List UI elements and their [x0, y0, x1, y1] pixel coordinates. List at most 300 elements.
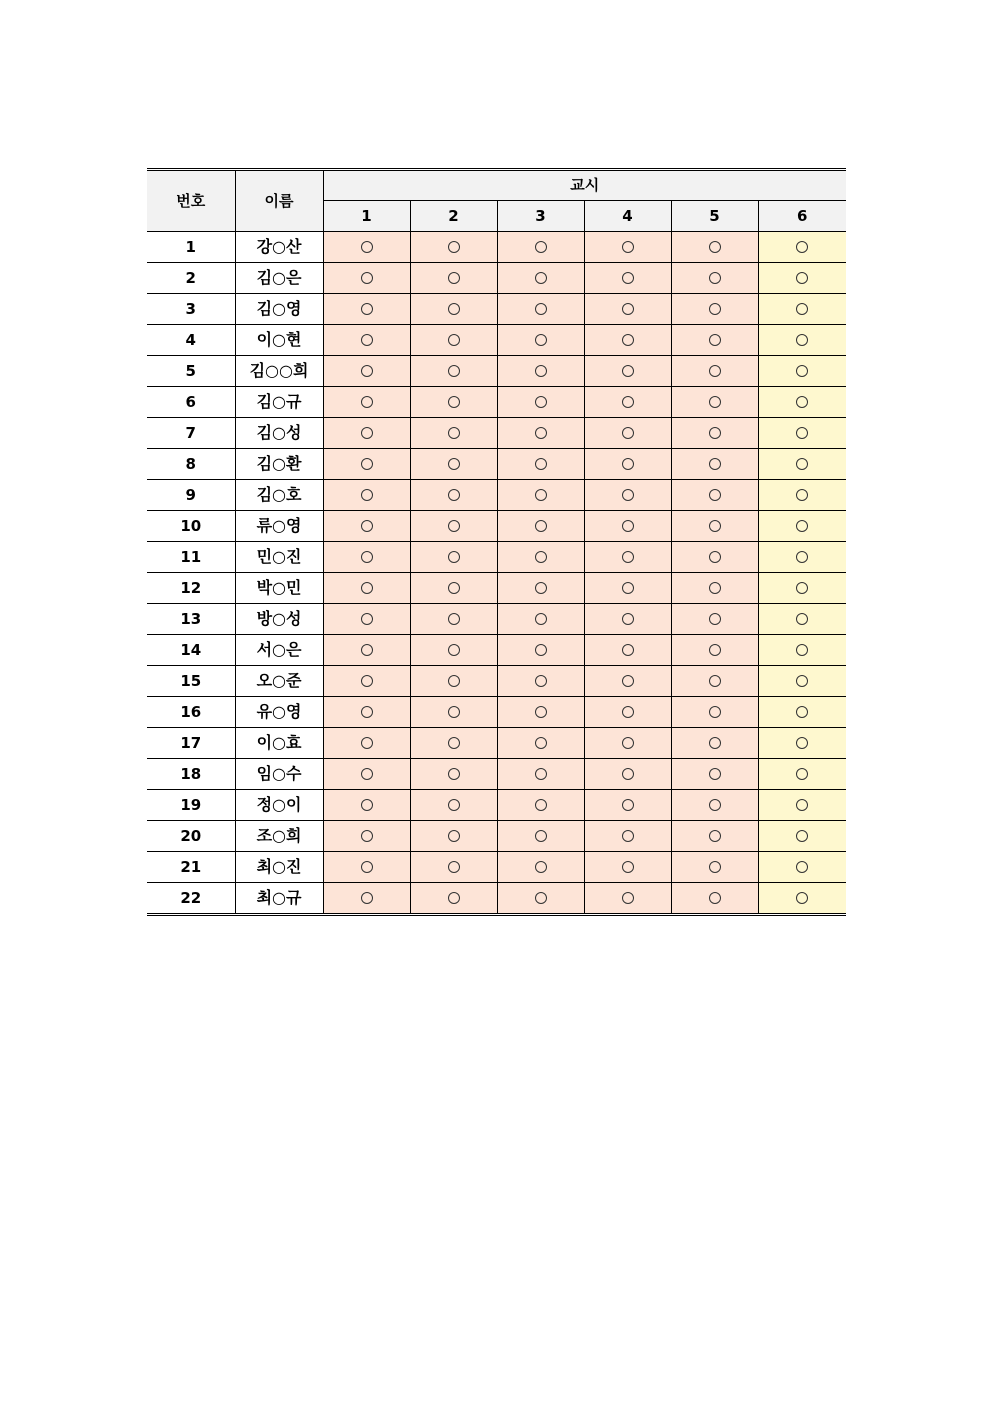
period-5-cell[interactable] — [671, 294, 758, 325]
circle-mark-icon — [709, 272, 721, 284]
period-2-cell[interactable] — [410, 821, 497, 852]
circle-mark-icon — [796, 830, 808, 842]
circle-mark-icon — [361, 737, 373, 749]
period-1-cell[interactable] — [323, 449, 410, 480]
header-row — [147, 171, 846, 201]
student-name: 김○환 — [235, 449, 323, 480]
student-number: 10 — [147, 511, 235, 542]
student-name: 김○○희 — [235, 356, 323, 387]
period-3-cell[interactable] — [497, 666, 584, 697]
period-2-cell[interactable] — [410, 883, 497, 914]
circle-mark-icon — [361, 768, 373, 780]
circle-mark-icon — [709, 675, 721, 687]
circle-mark-icon — [709, 396, 721, 408]
student-number: 14 — [147, 635, 235, 666]
circle-mark-icon — [622, 861, 634, 873]
circle-mark-icon — [535, 241, 547, 253]
student-row — [147, 418, 846, 449]
circle-mark-icon — [709, 241, 721, 253]
period-2-cell[interactable] — [410, 511, 497, 542]
period-2-cell[interactable] — [410, 263, 497, 294]
period-1-cell[interactable] — [323, 883, 410, 914]
circle-mark-icon — [448, 582, 460, 594]
period-1-cell[interactable] — [323, 480, 410, 511]
circle-mark-icon — [622, 582, 634, 594]
period-5-cell[interactable] — [671, 604, 758, 635]
circle-mark-icon — [796, 613, 808, 625]
circle-mark-icon — [361, 241, 373, 253]
period-4-cell[interactable] — [584, 263, 671, 294]
circle-mark-icon — [622, 675, 634, 687]
period-3-cell[interactable] — [497, 387, 584, 418]
period-1-cell[interactable] — [323, 263, 410, 294]
student-name: 유○영 — [235, 697, 323, 728]
circle-mark-icon — [361, 830, 373, 842]
period-3-cell[interactable] — [497, 790, 584, 821]
period-1-cell[interactable] — [323, 759, 410, 790]
circle-mark-icon — [361, 427, 373, 439]
period-3-cell[interactable] — [497, 852, 584, 883]
student-name: 류○영 — [235, 511, 323, 542]
circle-mark-icon — [535, 551, 547, 563]
period-1-cell[interactable] — [323, 666, 410, 697]
period-6-cell[interactable] — [758, 263, 846, 294]
period-6-cell[interactable] — [758, 542, 846, 573]
period-6-cell[interactable] — [758, 294, 846, 325]
period-6-cell[interactable] — [758, 635, 846, 666]
circle-mark-icon — [535, 272, 547, 284]
student-number: 8 — [147, 449, 235, 480]
circle-mark-icon — [361, 458, 373, 470]
circle-mark-icon — [622, 396, 634, 408]
circle-mark-icon — [709, 644, 721, 656]
student-row — [147, 356, 846, 387]
circle-mark-icon — [796, 365, 808, 377]
circle-mark-icon — [535, 799, 547, 811]
period-6-cell[interactable] — [758, 852, 846, 883]
period-2-cell[interactable] — [410, 790, 497, 821]
period-5-cell[interactable] — [671, 635, 758, 666]
circle-mark-icon — [448, 644, 460, 656]
student-number: 6 — [147, 387, 235, 418]
circle-mark-icon — [361, 675, 373, 687]
period-4-cell[interactable] — [584, 666, 671, 697]
period-4-cell[interactable] — [584, 604, 671, 635]
period-1-cell[interactable] — [323, 790, 410, 821]
circle-mark-icon — [796, 582, 808, 594]
period-4-cell[interactable] — [584, 635, 671, 666]
period-5-cell[interactable] — [671, 263, 758, 294]
student-name: 오○준 — [235, 666, 323, 697]
period-6-cell[interactable] — [758, 883, 846, 914]
period-6-cell[interactable] — [758, 511, 846, 542]
circle-mark-icon — [709, 303, 721, 315]
student-name: 조○희 — [235, 821, 323, 852]
period-5-cell[interactable] — [671, 883, 758, 914]
student-number: 11 — [147, 542, 235, 573]
period-2-cell[interactable] — [410, 232, 497, 263]
period-6-cell[interactable] — [758, 480, 846, 511]
period-5-cell[interactable] — [671, 728, 758, 759]
circle-mark-icon — [622, 489, 634, 501]
student-name: 최○규 — [235, 883, 323, 914]
circle-mark-icon — [709, 489, 721, 501]
student-name: 강○산 — [235, 232, 323, 263]
circle-mark-icon — [448, 520, 460, 532]
circle-mark-icon — [535, 737, 547, 749]
circle-mark-icon — [796, 458, 808, 470]
period-1-cell[interactable] — [323, 418, 410, 449]
period-2-cell[interactable] — [410, 356, 497, 387]
number-header: 번호 — [147, 171, 235, 232]
period-2-cell[interactable] — [410, 604, 497, 635]
period-4-cell[interactable] — [584, 387, 671, 418]
circle-mark-icon — [448, 675, 460, 687]
circle-mark-icon — [796, 892, 808, 904]
student-number: 15 — [147, 666, 235, 697]
circle-mark-icon — [535, 520, 547, 532]
period-3-cell[interactable] — [497, 759, 584, 790]
period-3-cell[interactable] — [497, 356, 584, 387]
period-5-cell[interactable] — [671, 325, 758, 356]
period-4-cell[interactable] — [584, 480, 671, 511]
circle-mark-icon — [448, 799, 460, 811]
period-5-cell[interactable] — [671, 449, 758, 480]
circle-mark-icon — [448, 613, 460, 625]
period-6-cell[interactable] — [758, 573, 846, 604]
period-4-cell[interactable] — [584, 356, 671, 387]
student-name: 김○은 — [235, 263, 323, 294]
period-6-cell[interactable] — [758, 325, 846, 356]
circle-mark-icon — [361, 551, 373, 563]
circle-mark-icon — [622, 365, 634, 377]
student-row — [147, 604, 846, 635]
student-row — [147, 232, 846, 263]
period-1-cell[interactable] — [323, 821, 410, 852]
student-name: 임○수 — [235, 759, 323, 790]
period-4-cell[interactable] — [584, 449, 671, 480]
student-row — [147, 294, 846, 325]
circle-mark-icon — [622, 551, 634, 563]
period-1-cell[interactable] — [323, 635, 410, 666]
period-2-cell[interactable] — [410, 325, 497, 356]
student-number: 13 — [147, 604, 235, 635]
period-2-cell[interactable] — [410, 294, 497, 325]
circle-mark-icon — [796, 737, 808, 749]
period-3-cell[interactable] — [497, 635, 584, 666]
circle-mark-icon — [622, 520, 634, 532]
period-3-cell[interactable] — [497, 542, 584, 573]
student-row — [147, 387, 846, 418]
period-4-cell[interactable] — [584, 573, 671, 604]
circle-mark-icon — [535, 830, 547, 842]
period-4-cell[interactable] — [584, 883, 671, 914]
period-3-cell[interactable] — [497, 325, 584, 356]
student-name: 김○규 — [235, 387, 323, 418]
student-name: 김○성 — [235, 418, 323, 449]
period-1-cell[interactable] — [323, 573, 410, 604]
circle-mark-icon — [448, 892, 460, 904]
student-row — [147, 759, 846, 790]
student-number: 12 — [147, 573, 235, 604]
period-1-cell[interactable] — [323, 356, 410, 387]
period-6-cell[interactable] — [758, 790, 846, 821]
period-5-cell[interactable] — [671, 573, 758, 604]
student-row — [147, 666, 846, 697]
circle-mark-icon — [796, 241, 808, 253]
period-header-5: 5 — [671, 201, 758, 232]
student-row — [147, 573, 846, 604]
circle-mark-icon — [709, 892, 721, 904]
student-row — [147, 325, 846, 356]
circle-mark-icon — [796, 644, 808, 656]
period-3-cell[interactable] — [497, 697, 584, 728]
period-3-cell[interactable] — [497, 263, 584, 294]
period-4-cell[interactable] — [584, 232, 671, 263]
period-4-cell[interactable] — [584, 542, 671, 573]
circle-mark-icon — [622, 768, 634, 780]
circle-mark-icon — [535, 675, 547, 687]
period-3-cell[interactable] — [497, 821, 584, 852]
period-header-3: 3 — [497, 201, 584, 232]
period-6-cell[interactable] — [758, 387, 846, 418]
period-3-cell[interactable] — [497, 232, 584, 263]
circle-mark-icon — [622, 427, 634, 439]
period-5-cell[interactable] — [671, 790, 758, 821]
period-6-cell[interactable] — [758, 759, 846, 790]
student-row — [147, 542, 846, 573]
student-number: 20 — [147, 821, 235, 852]
circle-mark-icon — [622, 644, 634, 656]
period-2-cell[interactable] — [410, 418, 497, 449]
student-name: 민○진 — [235, 542, 323, 573]
period-6-cell[interactable] — [758, 821, 846, 852]
period-3-cell[interactable] — [497, 511, 584, 542]
circle-mark-icon — [709, 334, 721, 346]
period-5-cell[interactable] — [671, 480, 758, 511]
period-5-cell[interactable] — [671, 821, 758, 852]
period-4-cell[interactable] — [584, 294, 671, 325]
student-name: 정○이 — [235, 790, 323, 821]
circle-mark-icon — [709, 768, 721, 780]
period-5-cell[interactable] — [671, 759, 758, 790]
circle-mark-icon — [361, 303, 373, 315]
period-3-cell[interactable] — [497, 604, 584, 635]
student-number: 18 — [147, 759, 235, 790]
student-number: 5 — [147, 356, 235, 387]
period-6-cell[interactable] — [758, 728, 846, 759]
period-1-cell[interactable] — [323, 232, 410, 263]
period-1-cell[interactable] — [323, 387, 410, 418]
circle-mark-icon — [448, 458, 460, 470]
periods-header: 교시 — [323, 171, 846, 201]
period-4-cell[interactable] — [584, 511, 671, 542]
student-rows — [147, 232, 846, 914]
circle-mark-icon — [535, 334, 547, 346]
student-name: 최○진 — [235, 852, 323, 883]
circle-mark-icon — [535, 427, 547, 439]
period-3-cell[interactable] — [497, 294, 584, 325]
circle-mark-icon — [361, 520, 373, 532]
period-6-cell[interactable] — [758, 232, 846, 263]
student-number: 3 — [147, 294, 235, 325]
period-6-cell[interactable] — [758, 418, 846, 449]
circle-mark-icon — [796, 489, 808, 501]
circle-mark-icon — [535, 458, 547, 470]
circle-mark-icon — [709, 861, 721, 873]
period-5-cell[interactable] — [671, 666, 758, 697]
circle-mark-icon — [535, 644, 547, 656]
circle-mark-icon — [448, 272, 460, 284]
period-1-cell[interactable] — [323, 728, 410, 759]
student-number: 19 — [147, 790, 235, 821]
circle-mark-icon — [448, 396, 460, 408]
period-3-cell[interactable] — [497, 480, 584, 511]
circle-mark-icon — [709, 706, 721, 718]
circle-mark-icon — [535, 489, 547, 501]
period-2-cell[interactable] — [410, 728, 497, 759]
student-row — [147, 852, 846, 883]
period-2-cell[interactable] — [410, 480, 497, 511]
period-3-cell[interactable] — [497, 573, 584, 604]
period-1-cell[interactable] — [323, 697, 410, 728]
period-6-cell[interactable] — [758, 356, 846, 387]
period-2-cell[interactable] — [410, 697, 497, 728]
period-1-cell[interactable] — [323, 852, 410, 883]
period-4-cell[interactable] — [584, 790, 671, 821]
student-row — [147, 883, 846, 914]
student-number: 2 — [147, 263, 235, 294]
attendance-table — [147, 171, 846, 913]
period-6-cell[interactable] — [758, 666, 846, 697]
circle-mark-icon — [709, 613, 721, 625]
circle-mark-icon — [622, 241, 634, 253]
circle-mark-icon — [448, 241, 460, 253]
period-6-cell[interactable] — [758, 697, 846, 728]
period-5-cell[interactable] — [671, 511, 758, 542]
student-name: 김○영 — [235, 294, 323, 325]
student-number: 16 — [147, 697, 235, 728]
period-5-cell[interactable] — [671, 232, 758, 263]
circle-mark-icon — [796, 768, 808, 780]
circle-mark-icon — [361, 272, 373, 284]
student-row — [147, 263, 846, 294]
student-row — [147, 728, 846, 759]
period-2-cell[interactable] — [410, 635, 497, 666]
period-4-cell[interactable] — [584, 759, 671, 790]
circle-mark-icon — [361, 582, 373, 594]
period-header-6: 6 — [758, 201, 846, 232]
circle-mark-icon — [796, 334, 808, 346]
period-5-cell[interactable] — [671, 387, 758, 418]
student-row — [147, 635, 846, 666]
period-1-cell[interactable] — [323, 511, 410, 542]
period-5-cell[interactable] — [671, 542, 758, 573]
circle-mark-icon — [622, 892, 634, 904]
circle-mark-icon — [535, 365, 547, 377]
circle-mark-icon — [796, 396, 808, 408]
period-2-cell[interactable] — [410, 573, 497, 604]
circle-mark-icon — [535, 303, 547, 315]
period-5-cell[interactable] — [671, 418, 758, 449]
student-row — [147, 480, 846, 511]
circle-mark-icon — [535, 768, 547, 780]
circle-mark-icon — [709, 520, 721, 532]
circle-mark-icon — [709, 830, 721, 842]
circle-mark-icon — [796, 272, 808, 284]
circle-mark-icon — [535, 706, 547, 718]
circle-mark-icon — [448, 861, 460, 873]
period-3-cell[interactable] — [497, 418, 584, 449]
circle-mark-icon — [796, 303, 808, 315]
name-header: 이름 — [235, 171, 323, 232]
period-1-cell[interactable] — [323, 542, 410, 573]
circle-mark-icon — [448, 551, 460, 563]
circle-mark-icon — [796, 427, 808, 439]
period-4-cell[interactable] — [584, 852, 671, 883]
period-4-cell[interactable] — [584, 821, 671, 852]
circle-mark-icon — [448, 489, 460, 501]
student-row — [147, 790, 846, 821]
period-3-cell[interactable] — [497, 883, 584, 914]
period-2-cell[interactable] — [410, 666, 497, 697]
circle-mark-icon — [709, 799, 721, 811]
circle-mark-icon — [622, 303, 634, 315]
period-2-cell[interactable] — [410, 449, 497, 480]
circle-mark-icon — [535, 892, 547, 904]
period-4-cell[interactable] — [584, 697, 671, 728]
period-1-cell[interactable] — [323, 294, 410, 325]
student-row — [147, 511, 846, 542]
circle-mark-icon — [796, 551, 808, 563]
circle-mark-icon — [622, 799, 634, 811]
circle-mark-icon — [361, 892, 373, 904]
circle-mark-icon — [361, 489, 373, 501]
circle-mark-icon — [448, 830, 460, 842]
circle-mark-icon — [796, 706, 808, 718]
period-2-cell[interactable] — [410, 542, 497, 573]
period-2-cell[interactable] — [410, 852, 497, 883]
period-4-cell[interactable] — [584, 325, 671, 356]
period-4-cell[interactable] — [584, 728, 671, 759]
period-5-cell[interactable] — [671, 697, 758, 728]
circle-mark-icon — [361, 365, 373, 377]
period-1-cell[interactable] — [323, 604, 410, 635]
circle-mark-icon — [361, 334, 373, 346]
circle-mark-icon — [709, 582, 721, 594]
circle-mark-icon — [709, 458, 721, 470]
circle-mark-icon — [448, 303, 460, 315]
period-1-cell[interactable] — [323, 325, 410, 356]
circle-mark-icon — [448, 334, 460, 346]
period-5-cell[interactable] — [671, 852, 758, 883]
period-6-cell[interactable] — [758, 449, 846, 480]
period-5-cell[interactable] — [671, 356, 758, 387]
circle-mark-icon — [448, 427, 460, 439]
student-name: 김○호 — [235, 480, 323, 511]
circle-mark-icon — [361, 799, 373, 811]
period-3-cell[interactable] — [497, 728, 584, 759]
circle-mark-icon — [796, 861, 808, 873]
period-6-cell[interactable] — [758, 604, 846, 635]
period-3-cell[interactable] — [497, 449, 584, 480]
period-header-4: 4 — [584, 201, 671, 232]
circle-mark-icon — [622, 613, 634, 625]
student-number: 9 — [147, 480, 235, 511]
period-4-cell[interactable] — [584, 418, 671, 449]
period-2-cell[interactable] — [410, 759, 497, 790]
period-2-cell[interactable] — [410, 387, 497, 418]
